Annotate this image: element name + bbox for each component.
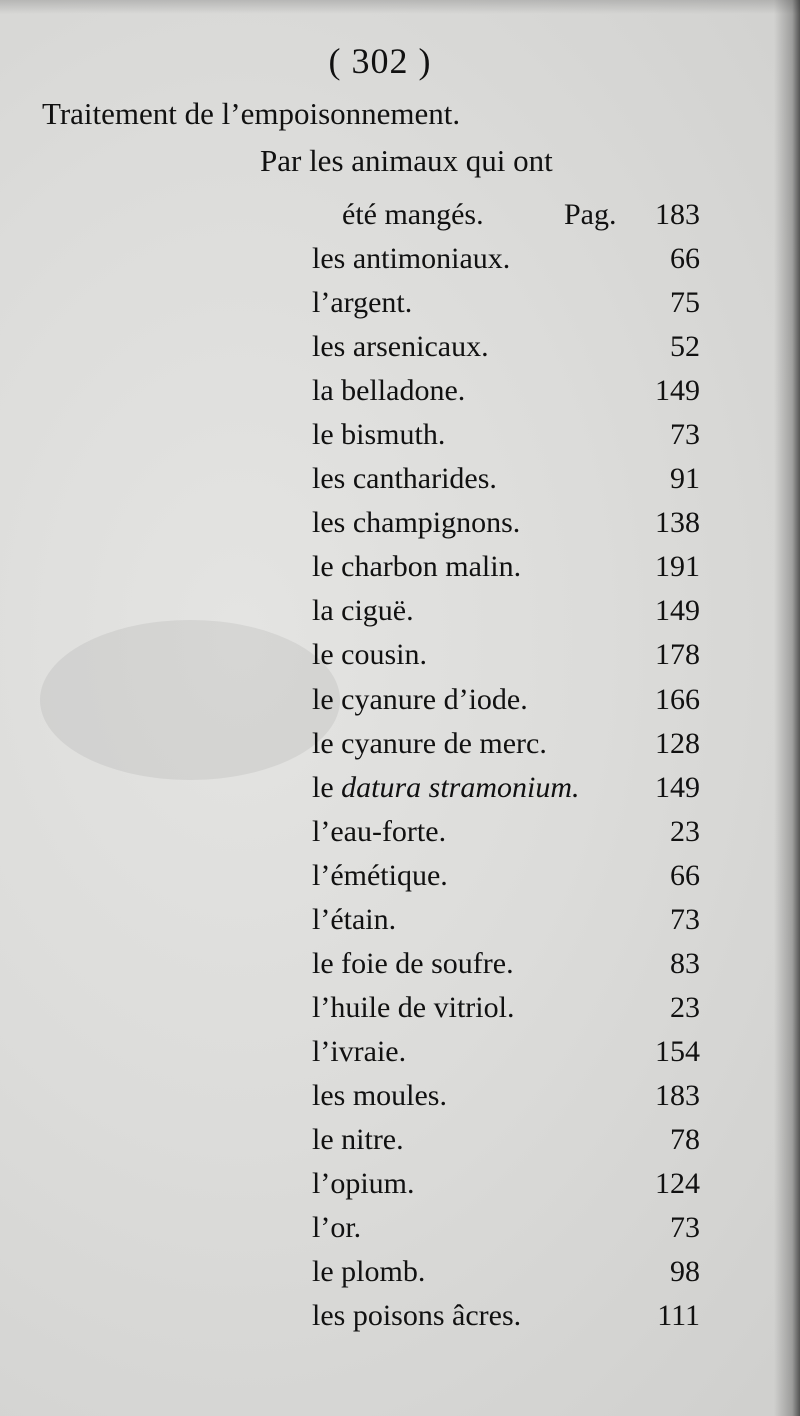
paper-stain <box>40 620 340 780</box>
entry-page-number: 73 <box>670 418 700 452</box>
index-entry <box>312 722 700 766</box>
entry-label: les champignons. <box>312 506 521 540</box>
entry-page-number: 66 <box>670 858 700 892</box>
page-top-shadow <box>0 0 800 14</box>
entry-label: l’émétique. <box>312 858 448 892</box>
index-entry <box>312 237 700 281</box>
entry-page-number: 78 <box>670 1122 700 1156</box>
index-entry <box>312 633 700 677</box>
entry-page-number: 73 <box>670 1211 700 1245</box>
entry-page-number: 178 <box>655 638 700 672</box>
entry-label: le bismuth. <box>312 418 446 452</box>
entry-label: l’opium. <box>312 1167 415 1201</box>
index-entry <box>312 457 700 501</box>
page-binding-shadow <box>774 0 800 1416</box>
entry-label: été mangés. <box>342 198 484 231</box>
index-entry <box>312 413 700 457</box>
subsection-heading: Par les animaux qui ont <box>260 143 553 178</box>
index-entry <box>312 898 700 942</box>
entry-page-number: 91 <box>670 462 700 496</box>
entry-label: l’étain. <box>312 902 397 936</box>
index-entries <box>312 193 700 1338</box>
entry-page-number: 149 <box>655 374 700 408</box>
entry-label: la ciguë. <box>312 594 414 628</box>
index-entry <box>312 369 700 413</box>
entry-label: l’or. <box>312 1211 362 1245</box>
entry-page-number: 166 <box>655 682 700 716</box>
section-title: Traitement de l’empoisonnement. <box>42 96 461 131</box>
entry-label-italic: datura stramonium. <box>341 770 580 804</box>
index-entry <box>312 1074 700 1118</box>
index-entry <box>312 545 700 589</box>
index-entry <box>312 325 700 369</box>
entry-label: la belladone. <box>312 374 466 408</box>
entry-label: l’huile de vitriol. <box>312 990 515 1024</box>
index-entry <box>312 678 700 722</box>
entry-label: le foie de soufre. <box>312 946 514 980</box>
page-number: ( 302 ) <box>328 41 432 81</box>
entry-label: l’eau-forte. <box>312 814 447 848</box>
entry-label: l’argent. <box>312 286 413 320</box>
entry-label: les cantharides. <box>312 462 497 496</box>
index-entry <box>312 1206 700 1250</box>
entry-page-number: 73 <box>670 902 700 936</box>
entry-label <box>312 766 580 810</box>
entry-label-prefix: le <box>312 770 342 804</box>
entry-label: le plomb. <box>312 1255 426 1289</box>
index-entry <box>312 193 700 237</box>
index-entry <box>312 986 700 1030</box>
entry-page-number: 191 <box>655 550 700 584</box>
entry-page-number: 52 <box>670 330 700 364</box>
entry-page-number: 149 <box>655 594 700 628</box>
index-entry <box>312 942 700 986</box>
entry-page-number: 111 <box>657 1299 700 1333</box>
index-entry <box>312 1294 700 1338</box>
entry-label: le cousin. <box>312 638 427 672</box>
index-entry <box>312 589 700 633</box>
entry-label: le cyanure de merc. <box>312 726 547 760</box>
entry-page-number: 66 <box>670 242 700 276</box>
entry-page-number: 75 <box>670 286 700 320</box>
entry-page-number: 23 <box>670 814 700 848</box>
index-entry <box>312 766 700 810</box>
index-entry <box>312 281 700 325</box>
entry-page-number: 183 <box>655 1078 700 1112</box>
index-entry <box>312 854 700 898</box>
entry-label: le nitre. <box>312 1122 404 1156</box>
entry-label: les poisons âcres. <box>312 1299 522 1333</box>
entry-page-number: 83 <box>670 946 700 980</box>
entry-label: le cyanure d’iode. <box>312 682 528 716</box>
entry-page-number: 98 <box>670 1255 700 1289</box>
entry-page-number: 124 <box>655 1167 700 1201</box>
index-entry <box>312 501 700 545</box>
index-entry <box>312 1118 700 1162</box>
index-entry <box>312 1162 700 1206</box>
entry-label: les arsenicaux. <box>312 330 489 364</box>
index-entry <box>312 810 700 854</box>
entry-page-number: 128 <box>655 726 700 760</box>
entry-label: l’ivraie. <box>312 1034 407 1068</box>
entry-page-number: 138 <box>655 506 700 540</box>
entry-label: les moules. <box>312 1078 447 1112</box>
entry-page-number: 183 <box>655 198 700 231</box>
pag-abbreviation: Pag. <box>564 198 617 231</box>
entry-page-number: 149 <box>655 770 700 804</box>
index-entry <box>312 1030 700 1074</box>
index-entry <box>312 1250 700 1294</box>
entry-page-number: 23 <box>670 990 700 1024</box>
entry-page-number: 154 <box>655 1034 700 1068</box>
entry-label: les antimoniaux. <box>312 242 511 276</box>
entry-label: le charbon malin. <box>312 550 522 584</box>
